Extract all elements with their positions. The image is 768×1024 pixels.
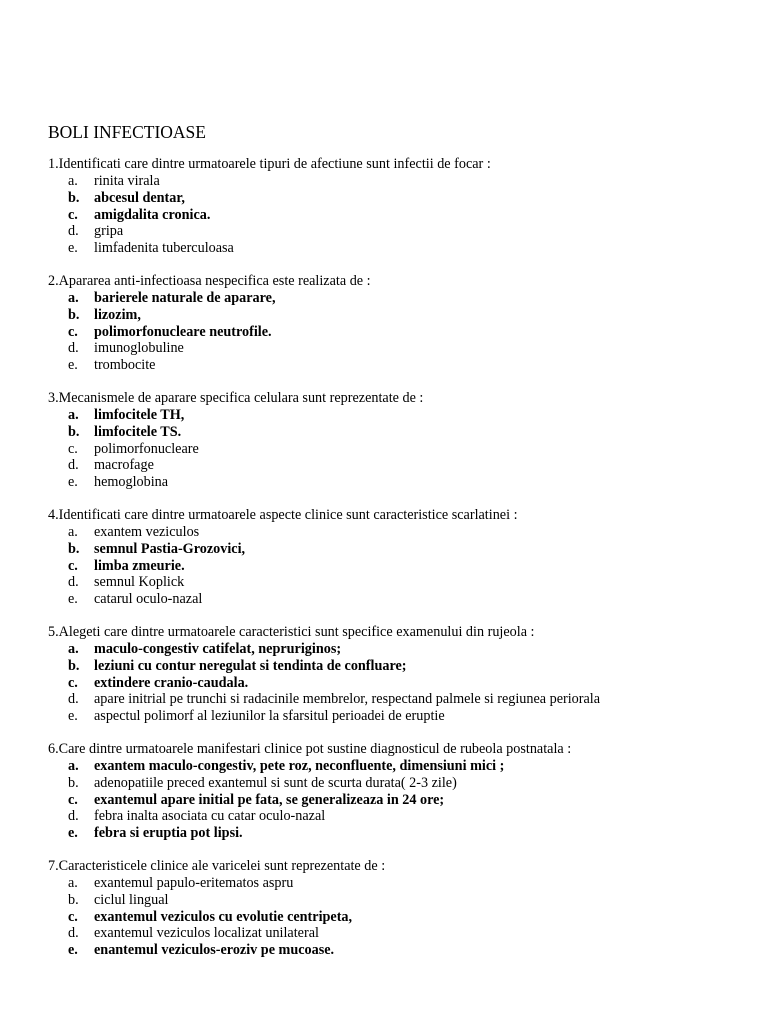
answer-option [48, 658, 748, 675]
option-letter: e. [68, 591, 78, 608]
option-letter: c. [68, 908, 78, 925]
answer-option [48, 524, 748, 541]
answer-option [48, 173, 748, 190]
answer-option [48, 808, 748, 825]
option-letter: b. [68, 774, 79, 791]
option-text: exantemul apare initial pe fata, se generalizeaza in 24 ore; [94, 791, 445, 808]
option-letter: d. [68, 808, 79, 825]
option-text: semnul Koplick [94, 574, 185, 591]
option-text: exantemul papulo-eritematos aspru [94, 874, 294, 891]
option-text: enantemul veziculos-eroziv pe mucoase. [94, 942, 335, 959]
option-letter: e. [68, 240, 78, 257]
answer-option [48, 758, 748, 775]
option-text: limfadenita tuberculoasa [94, 240, 234, 257]
question-block [48, 507, 748, 608]
option-text: barierele naturale de aparare, [94, 289, 276, 306]
option-text: limba zmeurie. [94, 557, 185, 574]
answer-option [48, 190, 748, 207]
option-letter: b. [68, 657, 80, 674]
option-text: limfocitele TS. [94, 423, 182, 440]
option-letter: a. [68, 874, 78, 891]
option-letter: a. [68, 523, 78, 540]
answer-option [48, 942, 748, 959]
document-title: BOLI INFECTIOASE [48, 122, 206, 142]
option-text: gripa [94, 223, 124, 240]
answer-option [48, 441, 748, 458]
question-text: 4.Identificati care dintre urmatoarele aspecte clinice sunt caracteristice scarlatinei : [48, 506, 518, 523]
option-text: exantem veziculos [94, 523, 200, 540]
option-list [48, 407, 748, 491]
answer-option [48, 909, 748, 926]
option-letter: d. [68, 223, 79, 240]
option-text: trombocite [94, 357, 156, 374]
option-letter: e. [68, 357, 78, 374]
option-text: hemoglobina [94, 474, 169, 491]
option-letter: b. [68, 306, 80, 323]
option-letter: d. [68, 925, 79, 942]
option-letter: d. [68, 574, 79, 591]
option-letter: a. [68, 289, 79, 306]
option-letter: c. [68, 206, 78, 223]
answer-option [48, 223, 748, 240]
option-list [48, 875, 748, 959]
answer-option [48, 240, 748, 257]
option-letter: a. [68, 640, 79, 657]
option-text: apare initrial pe trunchi si radacinile membrelor, respectand palmele si regiunea periorala [94, 691, 601, 708]
question-block [48, 273, 748, 374]
option-letter: b. [68, 423, 80, 440]
answer-option [48, 691, 748, 708]
answer-option [48, 340, 748, 357]
option-text: semnul Pastia-Grozovici, [94, 540, 246, 557]
answer-option [48, 574, 748, 591]
question-text: 2.Apararea anti-infectioasa nespecifica este realizata de : [48, 272, 371, 289]
option-letter: e. [68, 708, 78, 725]
question-text: 1.Identificati care dintre urmatoarele tipuri de afectiune sunt infectii de focar : [48, 156, 491, 172]
option-text: limfocitele TH, [94, 406, 185, 423]
answer-option [48, 424, 748, 441]
answer-option [48, 792, 748, 809]
option-text: polimorfonucleare neutrofile. [94, 323, 272, 340]
question-text: 3.Mecanismele de aparare specifica celulara sunt reprezentate de : [48, 389, 424, 406]
question-text: 6.Care dintre urmatoarele manifestari clinice pot sustine diagnosticul de rubeola postnatala : [48, 740, 572, 757]
option-letter: a. [68, 406, 79, 423]
option-text: ciclul lingual [94, 891, 169, 908]
question-block [48, 858, 748, 959]
option-text: febra inalta asociata cu catar oculo-nazal [94, 808, 326, 825]
option-letter: d. [68, 340, 79, 357]
option-text: polimorfonucleare [94, 440, 199, 457]
answer-option [48, 825, 748, 842]
option-letter: e. [68, 825, 78, 842]
question-list [48, 156, 748, 975]
option-text: lizozim, [94, 306, 141, 323]
answer-option [48, 357, 748, 374]
option-text: adenopatiile preced exantemul si sunt de scurta durata( 2-3 zile) [94, 774, 457, 791]
answer-option [48, 892, 748, 909]
option-list [48, 641, 748, 725]
option-letter: e. [68, 474, 78, 491]
answer-option [48, 591, 748, 608]
answer-option [48, 675, 748, 692]
answer-option [48, 207, 748, 224]
option-letter: a. [68, 173, 78, 189]
option-list [48, 290, 748, 374]
option-text: rinita virala [94, 173, 160, 189]
question-block [48, 741, 748, 842]
option-text: febra si eruptia pot lipsi. [94, 825, 243, 842]
option-letter: e. [68, 942, 78, 959]
option-letter: b. [68, 891, 79, 908]
answer-option [48, 775, 748, 792]
option-text: abcesul dentar, [94, 189, 185, 206]
option-letter: d. [68, 457, 79, 474]
option-text: imunoglobuline [94, 340, 184, 357]
option-text: macrofage [94, 457, 154, 474]
question-block [48, 624, 748, 725]
option-letter: c. [68, 557, 78, 574]
answer-option [48, 290, 748, 307]
question-text: 5.Alegeti care dintre urmatoarele caracteristici sunt specifice examenului din rujeola : [48, 623, 535, 640]
answer-option [48, 324, 748, 341]
question-block [48, 390, 748, 491]
option-text: extindere cranio-caudala. [94, 674, 249, 691]
option-letter: c. [68, 440, 78, 457]
option-letter: c. [68, 323, 78, 340]
answer-option [48, 708, 748, 725]
option-text: leziuni cu contur neregulat si tendinta de confluare; [94, 657, 407, 674]
question-text: 7.Caracteristicele clinice ale varicelei sunt reprezentate de : [48, 857, 386, 874]
answer-option [48, 641, 748, 658]
option-list [48, 173, 748, 257]
option-text: exantem maculo-congestiv, pete roz, neconfluente, dimensiuni mici ; [94, 757, 505, 774]
answer-option [48, 925, 748, 942]
option-text: maculo-congestiv catifelat, nepruriginos; [94, 640, 342, 657]
option-text: exantemul veziculos localizat unilateral [94, 925, 319, 942]
answer-option [48, 541, 748, 558]
question-block [48, 156, 748, 257]
option-text: amigdalita cronica. [94, 206, 211, 223]
answer-option [48, 407, 748, 424]
option-letter: c. [68, 674, 78, 691]
option-text: catarul oculo-nazal [94, 591, 203, 608]
answer-option [48, 558, 748, 575]
answer-option [48, 875, 748, 892]
option-list [48, 524, 748, 608]
option-letter: c. [68, 791, 78, 808]
option-letter: b. [68, 189, 80, 206]
option-letter: d. [68, 691, 79, 708]
option-text: exantemul veziculos cu evolutie centripeta, [94, 908, 353, 925]
answer-option [48, 307, 748, 324]
option-list [48, 758, 748, 842]
option-text: aspectul polimorf al leziunilor la sfarsitul perioadei de eruptie [94, 708, 445, 725]
answer-option [48, 474, 748, 491]
option-letter: a. [68, 757, 79, 774]
answer-option [48, 457, 748, 474]
option-letter: b. [68, 540, 80, 557]
